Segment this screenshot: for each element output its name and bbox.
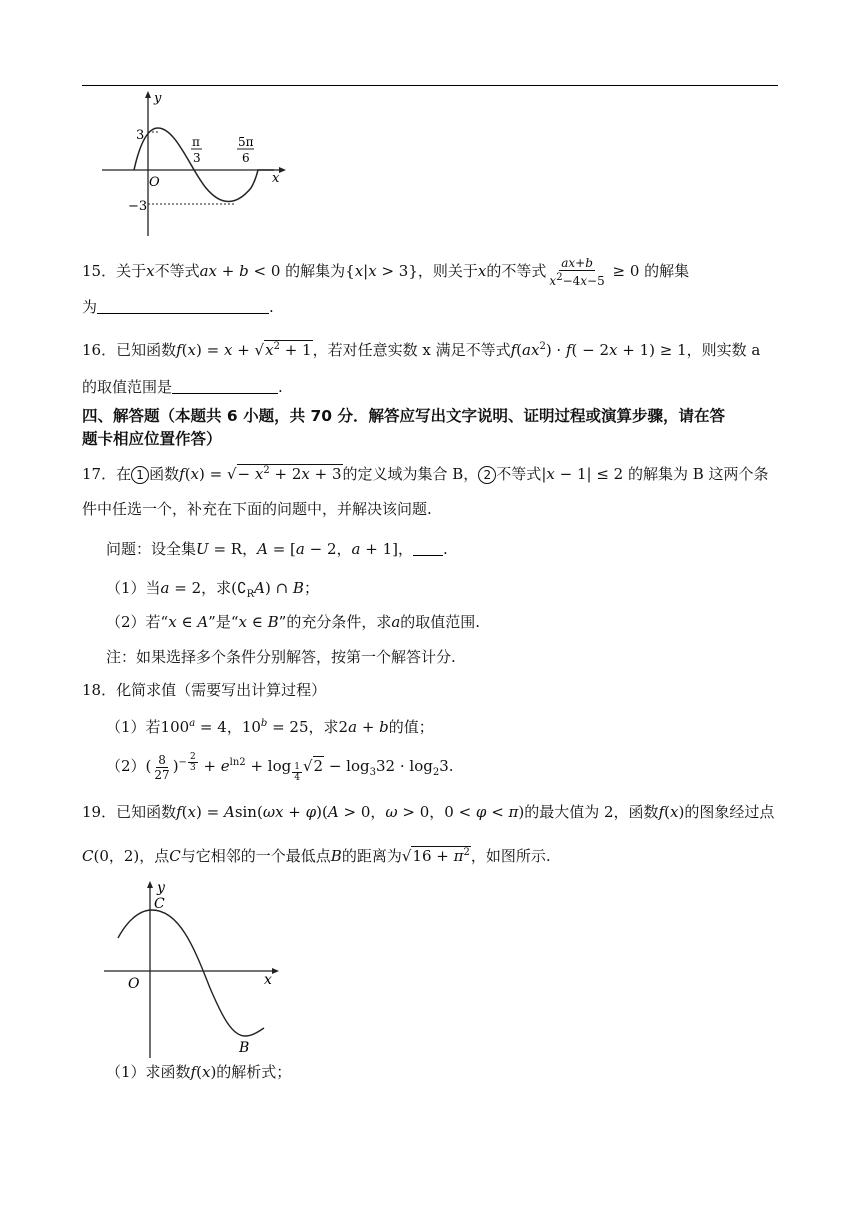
fig1-origin-label: O [149,175,160,190]
fig1-tick-5pi: 5π [238,135,254,149]
q15-answer-blank[interactable] [97,299,269,314]
q19-line2: C(0，2)，点C与它相邻的一个最低点B的距离为$√16 + \pi^2$，如图所示. [82,847,551,865]
fig2-point-c-label: C [154,896,165,912]
q17-part2: （2）若“x ∈ A”是“x ∈ B”的充分条件，求a的取值范围. [106,613,481,631]
q17-line2: 件中任选一个，补充在下面的问题中，并解决该问题. [82,500,432,518]
fig2-point-b-label: B [239,1040,250,1056]
fig2-origin-label: O [128,976,140,992]
fig1-max-label: 3 [136,128,145,143]
q15-line2: 为 . [82,298,274,316]
q17-part1: （1）当a = 2，求$(∁_RA)$ ∩ B； [106,579,319,600]
q17-condition-blank[interactable] [413,541,443,556]
q15-fraction: $\frac{ax+b}{x^2-4x-5}$ [549,256,605,288]
sine-graph-figure-2 [100,878,300,1058]
q16-line2: 的取值范围是 . [82,378,283,396]
q17-option-2-marker: 2 [478,466,496,484]
section-4-heading-line2: 题卡相应位置作答） [82,430,222,448]
q19-line1: 19．已知函数f(x) = Asin(ωx + φ)(A > 0，ω > 0，0 < φ < π)的最大值为 2，函数f(x)的图象经过点 [82,803,775,821]
section-4-heading-line1: 四、解答题（本题共 6 小题，共 70 分．解答应写出文字说明、证明过程或演算步骤，请在答 [82,407,725,425]
fig1-tick-6: 6 [242,151,250,165]
q19-part1: （1）求函数f(x)的解析式； [106,1063,292,1081]
fig1-x-label: x [272,171,280,186]
fig1-y-label: y [154,91,162,106]
q18-part2: （2）( $\frac{8}{27}$ )$^{- \frac{2}{3}}$ + $e^{ln2} + \log$ $_{\frac{1}{4}}$ $√2 - \log_332 \cdot \log_23$. [106,752,454,783]
top-rule [82,85,778,86]
q17-line1: 17．在 1 函数f(x) = √− $x^2 + 2x + 3$的定义域为集合 B， 2 不等式|x − 1| ≤ 2 的解集为 B 这两个条 [82,465,769,483]
fig1-min-label: −3 [128,199,148,214]
q18-part1: （1）若$100^a = 4$，$10^b = 25$，求2a + b的值； [106,718,434,736]
fig1-tick-pi: π [192,135,200,149]
q17-note: 注：如果选择多个条件分别解答，按第一个解答计分. [106,648,456,666]
q17-option-1-marker: 1 [131,466,149,484]
q16-answer-blank[interactable] [172,379,278,394]
q16-line1: 16．已知函数$f(x) = x + √x^2 + 1$，若对任意实数 x 满足不等式$f(ax^2) \cdot f( - 2x + 1) \ge 1$，则实数 a [82,341,761,359]
q18-title: 18．化简求值（需要写出计算过程） [82,681,327,699]
fig2-x-label: x [264,972,272,988]
q15-line1: 15．关于x不等式ax + b < 0 的解集为{x|x > 3}，则关于x的不等式 $\frac{ax+b}{x^2-4x-5}$ ≥ 0 的解集 [82,256,690,288]
sine-graph-figure-1 [96,88,296,238]
q17-problem-line: 问题：设全集U = R，A = [a − 2，a + 1]， . [106,540,448,558]
fig2-y-label: y [157,880,165,896]
fig1-tick-3: 3 [193,151,201,165]
